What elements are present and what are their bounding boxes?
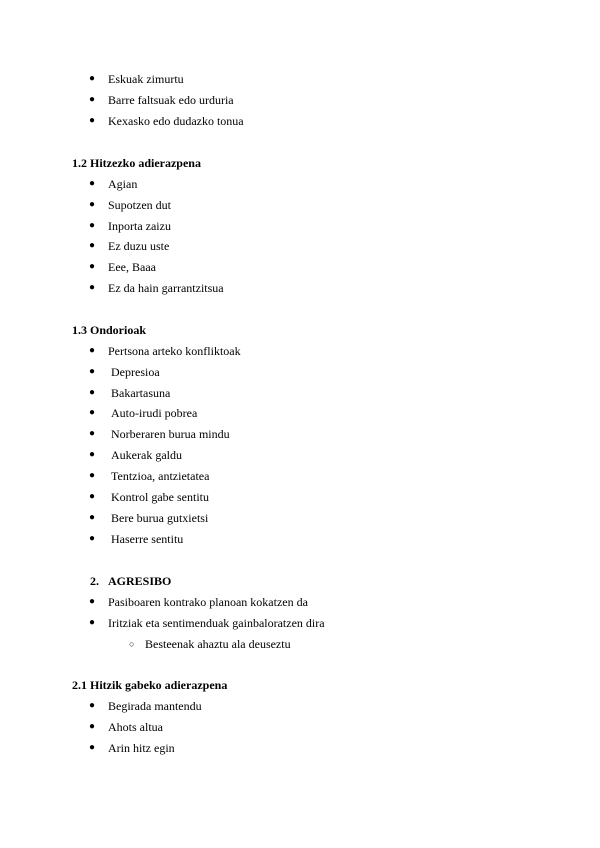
bullet-icon: ● — [89, 220, 96, 231]
bullet-icon: ● — [89, 700, 96, 711]
section-number: 2. — [90, 574, 99, 588]
bullet-icon: ● — [89, 94, 96, 105]
section-heading: 1.2 Hitzezko adierazpena — [72, 156, 201, 170]
section-heading: 2.1 Hitzik gabeko adierazpena — [72, 678, 228, 692]
document-page: ● Eskuak zimurtu ● Barre faltsuak edo urduria ● Kexasko edo dudazko tonua 1.2 Hitzezko adierazpena ● Agian ● Supotzen dut ● Inporta zaizu ● Ez duzu uste ● Eee, Baaa ● Ez da hain garrantzitsua 1.3 Ondorioak ● Pertsona arteko konfliktoak ● Depresioa ● Bakartasuna ● Auto-irudi pobrea ● Norberaren burua mindu ● Aukerak galdu ● Tentzioa, antzietatea ● Kontrol gabe sentitu ● Bere burua gutxietsi ● Haserre sentitu 2. AGRESIBO ● Pasiboaren kontrako planoan kokatzen da ● Iritziak eta sentimenduak gainbaloratzen dira ○ Besteenak ahaztu ala deuseztu 2.1 Hitzik gabeko adierazpena ● Begirada mantendu ● Ahots altua ● Arin hitz egin — [72, 72, 325, 755]
bullet-icon: ● — [89, 449, 96, 460]
bullet-icon: ● — [89, 470, 96, 481]
section-heading: 1.3 Ondorioak — [72, 323, 147, 337]
bullet-icon: ● — [89, 199, 96, 210]
bullet-icon: ● — [89, 533, 96, 544]
bullet-icon: ● — [89, 428, 96, 439]
bullet-icon: ● — [89, 366, 96, 377]
bullet-icon: ● — [89, 178, 96, 189]
bullet-icon: ● — [89, 491, 96, 502]
bullet-icon: ● — [89, 345, 96, 356]
bullet-icon: ● — [89, 115, 96, 126]
bullet-icon: ● — [89, 512, 96, 523]
hollow-bullet-icon: ○ — [129, 639, 135, 649]
section-heading — [90, 573, 171, 589]
bullet-icon: ● — [89, 261, 96, 272]
section-title: AGRESIBO — [108, 574, 172, 588]
bullet-icon: ● — [89, 240, 96, 251]
bullet-icon: ● — [89, 721, 96, 732]
bullet-icon: ● — [89, 387, 96, 398]
bullet-icon: ● — [89, 282, 96, 293]
bullet-icon: ● — [89, 73, 96, 84]
bullet-icon: ● — [89, 617, 96, 628]
bullet-icon: ● — [89, 742, 96, 753]
bullet-icon: ● — [89, 407, 96, 418]
bullet-icon: ● — [89, 596, 96, 607]
